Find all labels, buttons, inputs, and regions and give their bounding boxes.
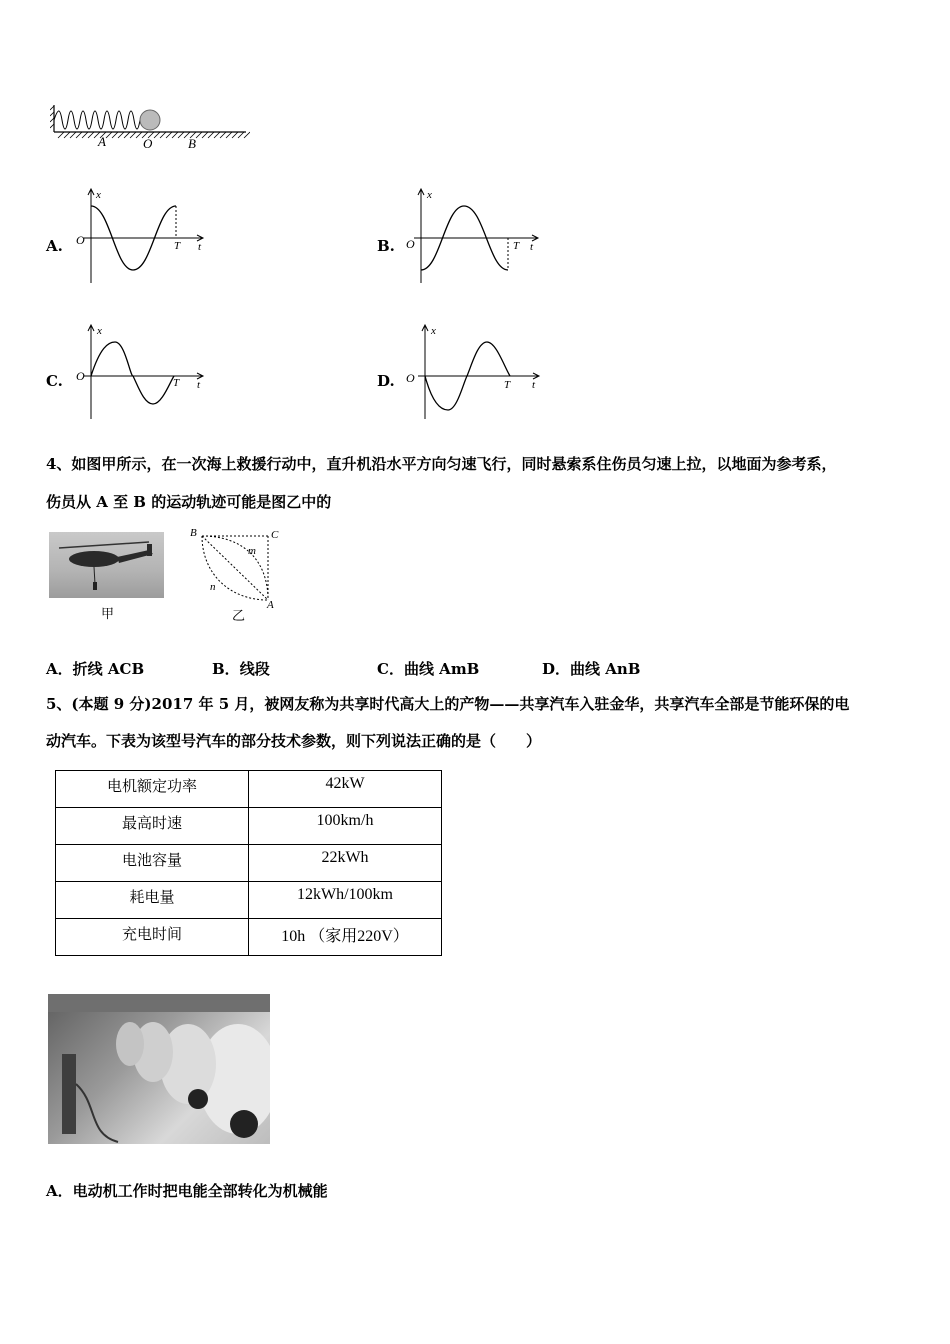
svg-text:t: t (532, 379, 536, 391)
spec-label: 充电时间 (56, 919, 249, 956)
table-row (56, 808, 442, 845)
q4-stem-line1: 4、如图甲所示，在一次海上救援行动中，直升机沿水平方向匀速飞行，同时悬索系住伤员匀速上拉，以地面为参考系， (46, 455, 837, 473)
svg-text:x: x (431, 325, 436, 337)
svg-text:O: O (76, 369, 85, 383)
svg-text:T: T (513, 240, 520, 252)
svg-text:x: x (96, 189, 101, 201)
q3-option-a-letter[interactable]: A. (46, 237, 63, 255)
spec-label: 电池容量 (56, 845, 249, 882)
svg-text:t: t (197, 379, 201, 391)
q3-option-b-graph[interactable] (400, 186, 545, 286)
label-o: O (143, 136, 153, 151)
spec-value: 10h （家用220V） (249, 919, 442, 956)
svg-text:x: x (97, 325, 102, 337)
spec-value: 12kWh/100km (249, 882, 442, 919)
svg-text:n: n (210, 581, 216, 593)
svg-text:T: T (173, 377, 180, 389)
spec-label: 耗电量 (56, 882, 249, 919)
table-row (56, 882, 442, 919)
svg-text:B: B (190, 527, 197, 539)
table-row (56, 919, 442, 956)
q3-option-b-letter[interactable]: B. (377, 237, 395, 255)
spec-value: 100km/h (249, 808, 442, 845)
label-a: A (98, 134, 106, 149)
spec-label: 电机额定功率 (56, 771, 249, 808)
svg-text:x: x (427, 189, 432, 201)
q5-option-a[interactable]: A．电动机工作时把电能全部转化为机械能 (46, 1182, 328, 1200)
spec-value: 42kW (249, 771, 442, 808)
table-row (56, 845, 442, 882)
table-row (56, 771, 442, 808)
car-spec-table (55, 770, 442, 956)
helicopter-photo (49, 532, 164, 598)
label-b: B (188, 136, 196, 151)
svg-text:T: T (504, 379, 511, 391)
svg-text:m: m (248, 545, 256, 557)
spec-value: 22kWh (249, 845, 442, 882)
svg-text:t: t (198, 241, 202, 253)
svg-text:C: C (271, 529, 279, 541)
q4-option-c[interactable]: C．曲线 AmB (377, 660, 480, 678)
svg-text:O: O (406, 237, 415, 251)
spring (54, 111, 140, 129)
fig-yi-caption: 乙 (232, 609, 246, 624)
q4-option-b[interactable]: B．线段 (212, 660, 270, 678)
fig-jia-caption: 甲 (101, 607, 115, 622)
q5-stem-line2: 动汽车。下表为该型号汽车的部分技术参数，则下列说法正确的是（ ） (46, 732, 542, 750)
q4-option-d[interactable]: D．曲线 AnB (542, 660, 641, 678)
q4-stem-line2: 伤员从 A 至 B 的运动轨迹可能是图乙中的 (46, 493, 332, 511)
q3-option-c-graph[interactable] (70, 322, 210, 422)
svg-text:A: A (267, 599, 274, 610)
spec-label: 最高时速 (56, 808, 249, 845)
q3-option-d-letter[interactable]: D. (377, 372, 395, 390)
electric-cars-photo (48, 994, 270, 1144)
ball (140, 110, 160, 130)
q4-option-a[interactable]: A．折线 ACB (46, 660, 145, 678)
svg-text:t: t (530, 241, 534, 253)
q3-option-a-graph[interactable] (70, 186, 210, 286)
svg-text:O: O (406, 371, 415, 385)
spring-oscillator-figure (50, 100, 250, 155)
svg-text:O: O (76, 233, 85, 247)
q3-option-d-graph[interactable] (400, 322, 545, 422)
q5-stem-line1: 5、(本题 9 分)2017 年 5 月，被网友称为共享时代高大上的产物——共享汽车入驻金华，共享汽车全部是节能环保的电 (46, 695, 850, 713)
svg-text:T: T (174, 240, 181, 252)
q3-option-c-letter[interactable]: C. (46, 372, 63, 390)
trajectory-figure-yi (188, 524, 288, 610)
